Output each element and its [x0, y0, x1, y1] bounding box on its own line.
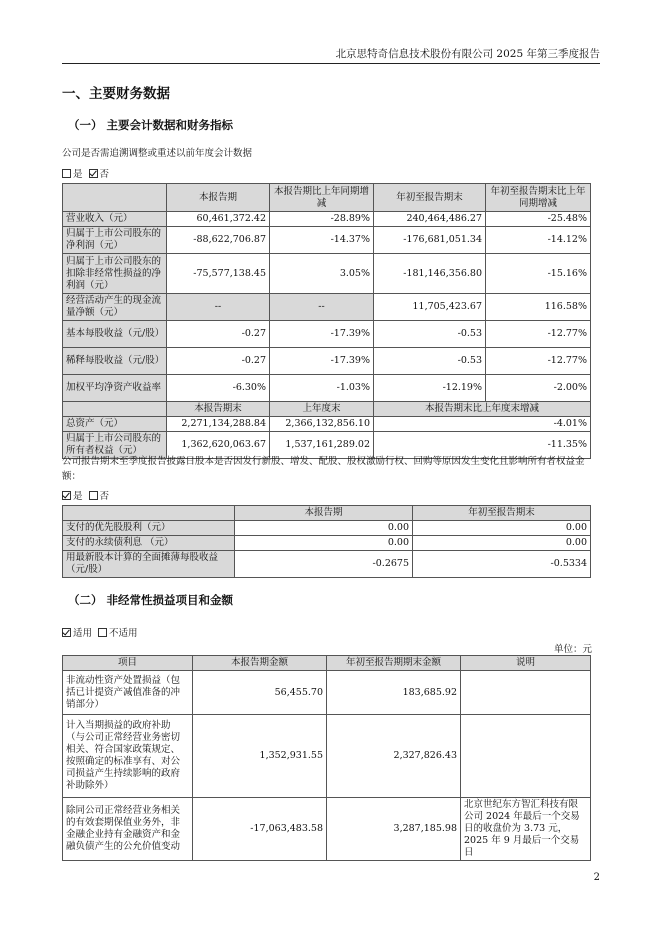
table-header-cell: 本报告期 — [167, 184, 270, 212]
table-cell: -0.27 — [167, 321, 270, 348]
table-cell: -12.77% — [486, 321, 591, 348]
no-label: 否 — [99, 491, 110, 502]
share-change-question: 公司报告期末至季度报告披露日股本是否因发行新股、增发、配股、股权激励行权、回购等原因发生变化且影响所有者权益金额： — [62, 456, 585, 482]
row-label: 归属于上市公司股东的净利润（元） — [63, 227, 167, 254]
table-cell: -17.39% — [270, 321, 374, 348]
table-cell: 60,461,372.42 — [167, 212, 270, 227]
table-row — [63, 212, 591, 227]
table-cell: 116.58% — [486, 294, 591, 321]
table-cell: 3.05% — [270, 254, 374, 294]
table-header-cell: 本报告期末比上年度末增减 — [374, 402, 591, 417]
table-header-cell: 项目 — [63, 656, 193, 671]
table-header-cell — [63, 506, 235, 521]
table-header-cell: 说明 — [461, 656, 591, 671]
table-cell: -15.16% — [486, 254, 591, 294]
table-header-cell — [63, 402, 167, 417]
row-label: 稀释每股收益（元/股） — [63, 348, 167, 375]
table-row — [63, 521, 591, 536]
checkbox-no-checked[interactable] — [89, 169, 98, 178]
table-cell — [461, 715, 591, 798]
row-label: 除同公司正常经营业务相关的有效套期保值业务外，非金融企业持有金融资产和金融负债产生的公允价值变动 — [63, 798, 193, 861]
table-cell: -88,622,706.87 — [167, 227, 270, 254]
table-row — [63, 551, 591, 578]
non-recurring-table — [62, 655, 591, 861]
subsection-title-2: （二） 非经常性损益项目和金额 — [68, 593, 234, 607]
table-header-cell: 本报告期末 — [167, 402, 270, 417]
table-cell: 2,327,826.43 — [327, 715, 461, 798]
row-label: 用最新股本计算的全面摊薄每股收益（元/股） — [63, 551, 235, 578]
row-label: 经营活动产生的现金流量净额（元） — [63, 294, 167, 321]
table-cell: -0.53 — [374, 348, 486, 375]
table-row — [63, 798, 591, 861]
table-cell: -- — [270, 294, 374, 321]
row-label: 支付的优先股股利（元） — [63, 521, 235, 536]
table-cell: -75,577,138.45 — [167, 254, 270, 294]
table-cell: 1,352,931.55 — [193, 715, 327, 798]
table-row — [63, 715, 591, 798]
table-cell: -25.48% — [486, 212, 591, 227]
table-header-cell: 上年度末 — [270, 402, 374, 417]
row-label: 归属于上市公司股东的扣除非经常性损益的净利润（元） — [63, 254, 167, 294]
table-cell: -17.39% — [270, 348, 374, 375]
table-cell: 183,685.92 — [327, 671, 461, 715]
table-row — [63, 348, 591, 375]
table-row — [63, 536, 591, 551]
table-cell: -12.19% — [374, 375, 486, 402]
table-header-cell: 年初至报告期末比上年同期增减 — [486, 184, 591, 212]
row-label: 加权平均净资产收益率 — [63, 375, 167, 402]
checkbox-no[interactable] — [89, 491, 98, 500]
row-label: 营业收入（元） — [63, 212, 167, 227]
table-header-cell — [63, 184, 167, 212]
checkbox-yes-checked[interactable] — [62, 491, 71, 500]
section-title: 一、主要财务数据 — [62, 86, 170, 102]
row-label: 计入当期损益的政府补助（与公司正常经营业务密切相关、符合国家政策规定、按照确定的标准享有、对公司损益产生持续影响的政府补助除外） — [63, 715, 193, 798]
table-cell: 56,455.70 — [193, 671, 327, 715]
table-cell: 2,271,134,288.84 — [167, 417, 270, 432]
restatement-options — [62, 166, 109, 180]
table-header-cell: 本报告期金额 — [193, 656, 327, 671]
not-applicable-label: 不适用 — [109, 628, 138, 639]
table-row — [63, 294, 591, 321]
table-header-cell: 本报告期 — [235, 506, 413, 521]
table-header-cell: 年初至报告期末 — [374, 184, 486, 212]
table-header-cell: 本报告期比上年同期增减 — [270, 184, 374, 212]
table-header-cell: 年初至报告期期末金额 — [327, 656, 461, 671]
financial-data-table — [62, 183, 591, 459]
table-cell: -181,146,356.80 — [374, 254, 486, 294]
table-cell: -12.77% — [486, 348, 591, 375]
table-cell: 0.00 — [413, 521, 591, 536]
table-cell: 1,537,161,289.02 — [270, 432, 374, 459]
page-number: 2 — [593, 872, 600, 883]
dividend-table — [62, 505, 591, 578]
row-label: 支付的永续债利息 （元） — [63, 536, 235, 551]
checkbox-not-applicable[interactable] — [98, 628, 107, 637]
row-label: 基本每股收益（元/股） — [63, 321, 167, 348]
unit-label: 单位：元 — [553, 644, 592, 655]
row-label: 总资产（元） — [63, 417, 167, 432]
table-cell: -0.27 — [167, 348, 270, 375]
table-cell: -0.53 — [374, 321, 486, 348]
table-cell: 0.00 — [235, 536, 413, 551]
table-cell: -176,681,051.34 — [374, 227, 486, 254]
table-cell: 11,705,423.67 — [374, 294, 486, 321]
table-cell: -4.01% — [374, 417, 591, 432]
table-row — [63, 321, 591, 348]
restatement-question: 公司是否需追溯调整或重述以前年度会计数据 — [62, 148, 253, 159]
table-cell: -17,063,483.58 — [193, 798, 327, 861]
table-row — [63, 671, 591, 715]
table-cell: 1,362,620,063.67 — [167, 432, 270, 459]
table-cell: 2,366,132,856.10 — [270, 417, 374, 432]
table-cell: -0.2675 — [235, 551, 413, 578]
table-cell: -14.12% — [486, 227, 591, 254]
table-cell — [461, 671, 591, 715]
table-cell: 0.00 — [413, 536, 591, 551]
yes-label: 是 — [73, 169, 83, 180]
table-cell: -2.00% — [486, 375, 591, 402]
share-change-options — [62, 488, 109, 502]
table-cell: 北京世纪东方智汇科技有限公司 2024 年最后一个交易日的收盘价为 3.73 元，2025 年 9 月最后一个交易日 — [461, 798, 591, 861]
table-cell: 3,287,185.98 — [327, 798, 461, 861]
table-cell: -28.89% — [270, 212, 374, 227]
row-label: 归属于上市公司股东的所有者权益（元） — [63, 432, 167, 459]
checkbox-yes[interactable] — [62, 169, 71, 178]
table-cell: -14.37% — [270, 227, 374, 254]
yes-label: 是 — [73, 491, 83, 502]
table-cell: -1.03% — [270, 375, 374, 402]
table-cell: -6.30% — [167, 375, 270, 402]
table-cell: 0.00 — [235, 521, 413, 536]
report-header: 北京思特奇信息技术股份有限公司 2025 年第三季度报告 — [335, 48, 600, 60]
applicable-label: 适用 — [73, 628, 93, 639]
table-header-cell: 年初至报告期末 — [413, 506, 591, 521]
table-cell: -0.5334 — [413, 551, 591, 578]
table-cell: -- — [167, 294, 270, 321]
table-row — [63, 254, 591, 294]
no-label: 否 — [99, 169, 110, 180]
table-cell: 240,464,486.27 — [374, 212, 486, 227]
row-label: 非流动性资产处置损益（包括已计提资产减值准备的冲销部分） — [63, 671, 193, 715]
table-row — [63, 227, 591, 254]
table-cell: -11.35% — [374, 432, 591, 459]
table-row — [63, 417, 591, 432]
applicable-options — [62, 625, 138, 639]
table-row — [63, 375, 591, 402]
subsection-title-1: （一） 主要会计数据和财务指标 — [68, 118, 234, 132]
checkbox-applicable-checked[interactable] — [62, 628, 71, 637]
header-divider — [62, 63, 600, 64]
